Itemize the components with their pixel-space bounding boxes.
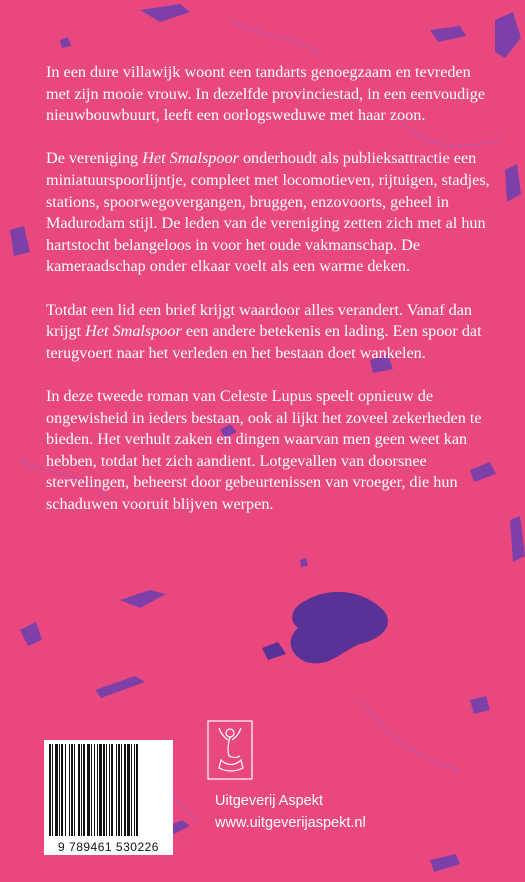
barcode-bar: [65, 744, 66, 836]
blurb-paragraph-2: [46, 148, 496, 278]
blurb-paragraph-1: In een dure villawijk woont een tandarts genoegzaam en tevreden met zijn mooie vrouw. In dezelfde provinciestad, in een eenvoudige nieuwbouwbuurt, leeft een oorlogsweduwe met haar zoon.: [46, 63, 486, 125]
barcode-bars: [47, 744, 170, 836]
blurb-p2-part-a: De vereniging: [46, 149, 143, 168]
barcode-bar: [83, 744, 85, 836]
blurb-paragraph-3: [46, 300, 496, 365]
barcode-bar: [91, 744, 92, 836]
barcode-bar: [71, 744, 73, 836]
barcode-bar: [116, 744, 117, 836]
barcode-bar: [78, 744, 80, 836]
blurb-p3-part-b: een andere betekenis en lading. Een spoor dat terugvoert naar het verleden en het bestaan doet wankelen.: [46, 322, 482, 362]
barcode-bar: [106, 744, 107, 836]
back-cover-blurb: [46, 62, 496, 537]
barcode-bar: [127, 744, 130, 836]
barcode-bar: [59, 744, 60, 836]
barcode-bar: [97, 744, 98, 836]
book-title-italic: Het Smalspoor: [85, 322, 182, 341]
barcode-bar: [69, 744, 70, 836]
barcode-bar: [81, 744, 82, 836]
barcode-bar: [136, 744, 138, 836]
isbn-barcode: [44, 740, 173, 855]
barcode-bar: [131, 744, 132, 836]
barcode-bar: [134, 744, 135, 836]
barcode-bar: [118, 744, 120, 836]
barcode-bar: [49, 744, 51, 836]
barcode-bar: [87, 744, 90, 836]
barcode-bar: [109, 744, 110, 836]
barcode-bar: [94, 744, 95, 836]
reading-figure-icon: [207, 720, 253, 780]
blurb-paragraph-4: In deze tweede roman van Celeste Lupus speelt opnieuw de ongewisheid in ieders bestaan, ook al lijkt het zoveel zekerheden te bieden. Het verhult zaken en dingen waarvan men geen weet kan hebben, totdat het zich aandient. Lotgevallen van doorsnee stervelingen, beheerst door gebeurtenissen van vroeger, die hun schaduwen vooruit blijven werpen.: [46, 386, 482, 513]
barcode-bar: [103, 744, 105, 836]
barcode-bar: [124, 744, 126, 836]
barcode-bar: [52, 744, 53, 836]
barcode-bar: [111, 744, 113, 836]
book-title-italic: Het Smalspoor: [142, 149, 239, 168]
barcode-bar: [74, 744, 75, 836]
blurb-p2-part-b: onderhoudt als publieksattractie een miniatuurspoorlijntje, compleet met locomotieven, rijtuigen, stadjes, stations, spoorwegovergangen, bruggen, enzovoorts, geheel in Madurodam stijl. De leden van de vereniging zetten zich met al hun hartstocht belangeloos in voor het oude vakmanschap. De kameraadschap onder elkaar voelt als een warme deken.: [46, 149, 490, 276]
barcode-bar: [99, 744, 102, 836]
blurb-p3-part-a: Totdat een lid een brief krijgt waardoor alles verandert. Vanaf dan krijgt: [46, 300, 473, 341]
publisher-name: Uitgeverij Aspekt: [215, 793, 323, 809]
barcode-bar: [121, 744, 122, 836]
barcode-bar: [55, 744, 58, 836]
publisher-url[interactable]: www.uitgeverijaspekt.nl: [215, 815, 366, 831]
barcode-bar: [61, 744, 63, 836]
isbn-digits: 9 789461 530226: [58, 840, 159, 854]
